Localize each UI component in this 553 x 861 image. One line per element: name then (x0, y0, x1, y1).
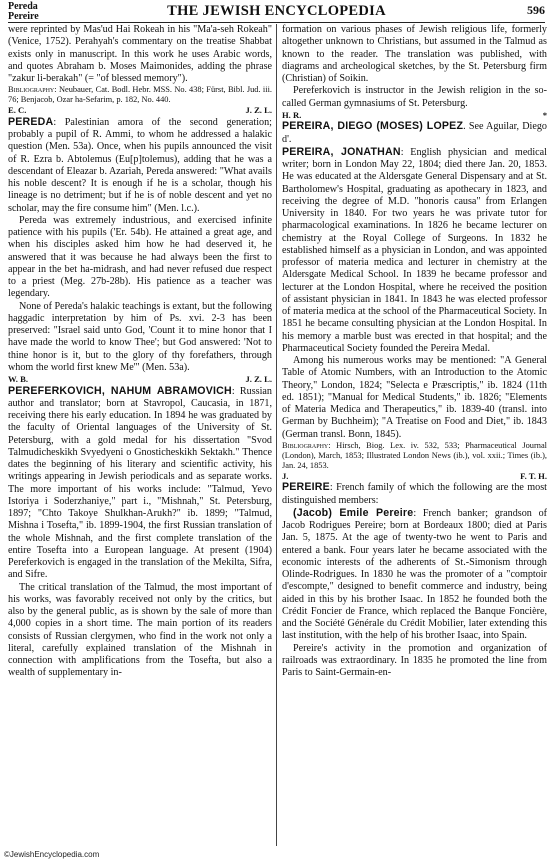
article-pereira-jonathan: PEREIRA, JONATHAN: English physician and medical writer; born in London May 22, 1804; died there Jan. 20, 1853. He was educated at the Aldersgate General Dispensary and at St. Bartholomew's Hospital, graduating as apothecary in 1823, and receiving the degree of M.D. "honoris causa" from Erlangen University in 1840. For two years he was private tutor for pharmacological examinations. In 1826 he became lecturer on chemistry at the Royal College of Surgeons. In 1832 he established himself as a physician in London, and was appointed professor of materia medica and lecturer in chemistry at the Aldersgate Medical School. In 1839 he became professor and lecturer at the London Hospital, where he received the position of assistant physician in 1841. In 1843 he was elected professor of materia medica at the school of the Pharmaceutical Society. In 1851 he became consulting physician at the London Hospital. In his memory a marble bust was erected in that hospital; and the Pharmaceutical Society founded the Pereira Medal. (282, 145, 547, 354)
left-column (8, 24, 272, 680)
publication-title: THE JEWISH ENCYCLOPEDIA (167, 3, 386, 19)
continued-paragraph: were reprinted by Mas'ud Hai Rokeah in his "Ma'a-seh Rokeah" (Venice, 1752). Perahyah's commentary on the treatise Shabbat exists only in manuscript. In this work he uses Arabic words, and quotes Abraham b. Moses Maimonides, adding the phrase "zakur li-berakah" (= "of blessed memory"). (8, 24, 272, 84)
article-pereira-diego: PEREIRA, DIEGO (MOSES) LOPEZ. See Aguilar, Diego d'. (282, 120, 547, 145)
paragraph: None of Pereda's halakic teachings is extant, but the following haggadic interpretation by him of Ps. xvi. 2-3 has been preserved: "Israel said unto God, 'Count it to mine honor that I have made the world to know Thee'; but God answered: 'Not to thine honor is it, but to the glory of thy forefathers, through whom the world first knew Me'" (Men. 53a). (8, 300, 272, 373)
running-head-first: Pereda (8, 1, 38, 12)
paragraph: The critical translation of the Talmud, the most important of his works, was favorably received not only by the critics, but also by the general public, as is shown by the sale of more than 4,000 copies in a short time. The main portion of its readers consists of Russian clergymen, who find in the work not only a literal, carefully explained translation of the Mishnah in connection with amplifications from the Tosefta, but also a wealth of supplementary in- (8, 581, 272, 679)
bibliography: Bibliography: Neubauer, Cat. Bodl. Hebr. MSS. No. 438; Fürst, Bibl. Jud. iii. 76; Benjacob, Ozar ha-Sefarim, p. 182, No. 440. (8, 85, 272, 105)
page-header (8, 2, 545, 24)
signature: H. R. * (282, 109, 547, 120)
signature: J. F. T. H. (282, 470, 547, 481)
header-rule (8, 22, 545, 23)
column-divider (276, 24, 277, 846)
paragraph: Pereda was extremely industrious, and exercised infinite patience with his pupils ('Er. 54b). He attained a great age, and when his disciples asked him how he had deserved it, he answered that it was because he had always been the first to appear in the bet ha-midrash, and had never refused due respect to a priest (Meg. 27b-28b). His patience as a teacher was legendary. (8, 214, 272, 300)
article-pereda: PEREDA: Palestinian amora of the second generation; probably a pupil of R. Ammi, to whom he addressed a halakic question (Men. 53a). Once, when his pupils announced the visit of R. Ezra b. Abtolemus (Eu[p]tolemus), adding that he was a descendant of Eleazar b. Azariah, Pereda answered: "What avails his noble descent? It is enough if he is a scholar, though his lineage is no detriment; but if he is of noble descent and yet no scholar, may the fire consume him" (Men. l.c.). (8, 115, 272, 214)
right-column (282, 24, 547, 679)
signature: E. C. J. Z. L. (8, 105, 272, 116)
page-number: 596 (527, 3, 545, 17)
continued-paragraph: formation on various phases of Jewish religious life, formerly altogether unknown to Christians, but assumed in the Talmud as known to the reader. The translation was published, with diagrams and archeological sketches, by the St. Petersburg firm (Christian) of Soikin. (282, 24, 547, 84)
article-heading: PEREFERKOVICH, NAHUM ABRAMOVICH (8, 384, 232, 397)
article-heading: PEREIRA, DIEGO (MOSES) LOPEZ (282, 120, 464, 133)
subarticle-jacob-emile: (Jacob) Emile Pereire: French banker; grandson of Jacob Rodrigues Pereire; born at Bordeaux 1800; died at Paris Jan. 5, 1875. At the age of twenty-two he went to Paris and entered a bank. Four years later he became associated with the economic interests of the adherents of St.-Simonism through Olinde-Rodrigues. In 1830 he was the promoter of a "comptoir d'escompte," designed to benefit commerce and industry, being aided in this by his brother Isaac. In 1852 he founded both the Crédit Foncier de France, which replaced the Banque Foncière, and the Société Générale du Crédit Mobilier, later extending this last institution, with the help of his brother Isaac, into Spain. (282, 506, 547, 642)
article-heading: PEREDA (8, 115, 54, 128)
article-heading: PEREIRA, JONATHAN (282, 145, 401, 158)
paragraph: Pereire's activity in the promotion and organization of railroads was extraordinary. In 1835 he promoted the line from Paris to Saint-Germain-en- (282, 642, 547, 678)
subarticle-heading: (Jacob) Emile Pereire (293, 506, 414, 519)
paragraph: Pereferkovich is instructor in the Jewish religion in the so-called German gymnasiums of St. Petersburg. (282, 85, 547, 109)
article-pereire: PEREIRE: French family of which the following are the most distinguished members: (282, 481, 547, 506)
article-heading: PEREIRE (282, 481, 330, 494)
running-head-last: Pereire (8, 11, 39, 22)
bibliography: Bibliography: Hirsch, Biog. Lex. iv. 532, 533; Pharmaceutical Journal (London), March, 1853; Illustrated London News (ib.), vol. xxii.; Times (ib.), Jan. 24, 1853. (282, 440, 547, 470)
signature: W. B. J. Z. L. (8, 374, 272, 384)
paragraph: Among his numerous works may be mentioned: "A General Table of Atomic Numbers, with an Introduction to the Atomic Theory," London, 1824; "Selecta e Præscriptis," ib. 1824 (11th ed. 1851); "Manual for Medical Students," ib. 1826; "Elements of Materia Medica and Therapeutics," ib. 1839-40 (transl. into German by Buchheim); "A Treatise on Food and Diet," ib. 1843 (German transl. Bonn, 1845). (282, 355, 547, 440)
article-pereferkovich: PEREFERKOVICH, NAHUM ABRAMOVICH: Russian author and translator; born at Stavropol, Caucasia, in 1871, receiving there his early education. In 1894 he was graduated by the faculty of Oriental languages of the University of St. Petersburg, with a gold medal for his dissertation "Svod Talmudicheskikh Svyedyeni o Gnosticheskikh Sektakh." Thence dates the beginning of his literary and scientific activity, his writings appearing in Jewish periodicals and as separate works. The more important of his works include: "Talmud, Yevo Istoriya i Soderzhaniye," part i., "Mishnah," St. Petersburg, 1897; "Chto Takoye Shulkhan-Arukh?" ib. 1899; "Talmud, Mishna i Tosefta," ib. 1899-1904, the first Russian translation of the whole Mishnah, and the first complete translation of the entire Tosefta into a European language. At present (1904) Pereferkovich is engaged in the translation of the Mekilta, Sifra, and Sifre. (8, 384, 272, 581)
copyright-footer[interactable]: ©JewishEncyclopedia.com (4, 850, 100, 859)
